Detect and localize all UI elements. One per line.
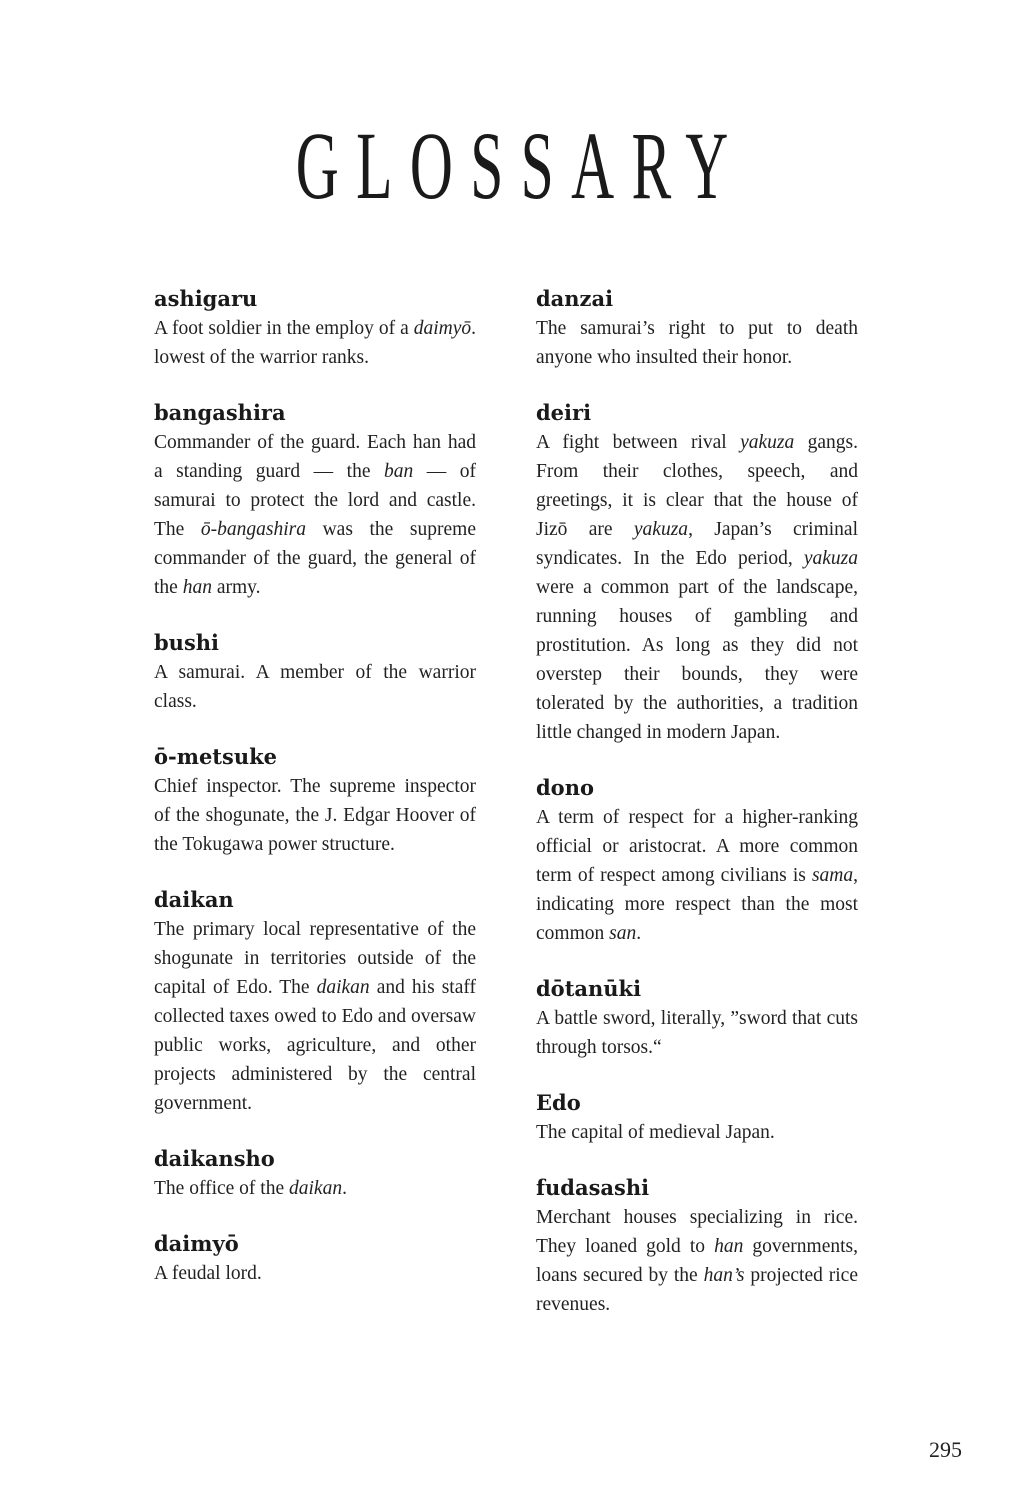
page-title: GLOSSARY [295, 112, 746, 219]
glossary-term: Edo [536, 1090, 581, 1115]
glossary-term: dōtanūki [536, 976, 642, 1001]
glossary-definition: Merchant houses specializing in rice. They loaned gold to han governments, loans secured by the han’s projected rice revenues. [536, 1207, 858, 1315]
glossary-entry [536, 398, 858, 747]
glossary-column-left [154, 284, 476, 1314]
glossary-term: deiri [536, 400, 592, 425]
glossary-definition: A term of respect for a higher-ranking official or aristocrat. A more common term of respect among civilians is sama, indicating more respect than the most common san. [536, 807, 858, 944]
glossary-definition: Chief inspector. The supreme inspector of the shogunate, the J. Edgar Hoover of the Tokugawa power structure. [154, 776, 476, 855]
glossary-term: dono [536, 775, 594, 800]
glossary-definition: A fight between rival yakuza gangs. From their clothes, speech, and greetings, it is clear that the house of Jizō are yakuza, Japan’s criminal syndicates. In the Edo period, yakuza were a common part of the landscape, running houses of gambling and prostitution. As long as they did not overstep their bounds, they were tolerated by the authorities, a tradition little changed in modern Japan. [536, 432, 858, 743]
glossary-definition: The capital of medieval Japan. [536, 1122, 775, 1143]
glossary-entry [154, 742, 476, 859]
glossary-term: daikansho [154, 1146, 275, 1171]
glossary-entry [154, 1229, 476, 1288]
glossary-entry [154, 1144, 476, 1203]
glossary-definition: The samurai’s right to put to death anyone who insulted their honor. [536, 318, 858, 368]
glossary-entry [154, 628, 476, 716]
glossary-term: ō-metsuke [154, 744, 278, 769]
glossary-term: bangashira [154, 400, 286, 425]
glossary-entry [154, 398, 476, 602]
glossary-entry [536, 1173, 858, 1319]
glossary-definition: Commander of the guard. Each han had a standing guard — the ban — of samurai to protect the lord and castle. The ō-bangashira was the supreme commander of the guard, the general of the han army. [154, 432, 476, 598]
glossary-column-right [536, 284, 858, 1345]
glossary-definition: A battle sword, literally, ”sword that cuts through torsos.“ [536, 1008, 858, 1058]
glossary-term: danzai [536, 286, 614, 311]
glossary-definition: The office of the daikan. [154, 1178, 347, 1199]
glossary-definition: The primary local representative of the shogunate in territories outside of the capital of Edo. The daikan and his staff collected taxes owed to Edo and oversaw public works, agriculture, and other projects administered by the central government. [154, 919, 476, 1114]
glossary-entry [536, 773, 858, 948]
glossary-definition: A foot soldier in the employ of a daimyō. lowest of the warrior ranks. [154, 318, 476, 368]
glossary-term: fudasashi [536, 1175, 650, 1200]
glossary-entry [154, 284, 476, 372]
glossary-entry [536, 974, 858, 1062]
glossary-entry [536, 284, 858, 372]
glossary-term: ashigaru [154, 286, 258, 311]
glossary-entry [536, 1088, 858, 1147]
glossary-term: daimyō [154, 1231, 239, 1256]
glossary-term: bushi [154, 630, 220, 655]
glossary-term: daikan [154, 887, 234, 912]
glossary-entry [154, 885, 476, 1118]
glossary-definition: A feudal lord. [154, 1263, 262, 1284]
glossary-definition: A samurai. A member of the warrior class. [154, 662, 476, 712]
page-number: 295 [929, 1437, 962, 1462]
